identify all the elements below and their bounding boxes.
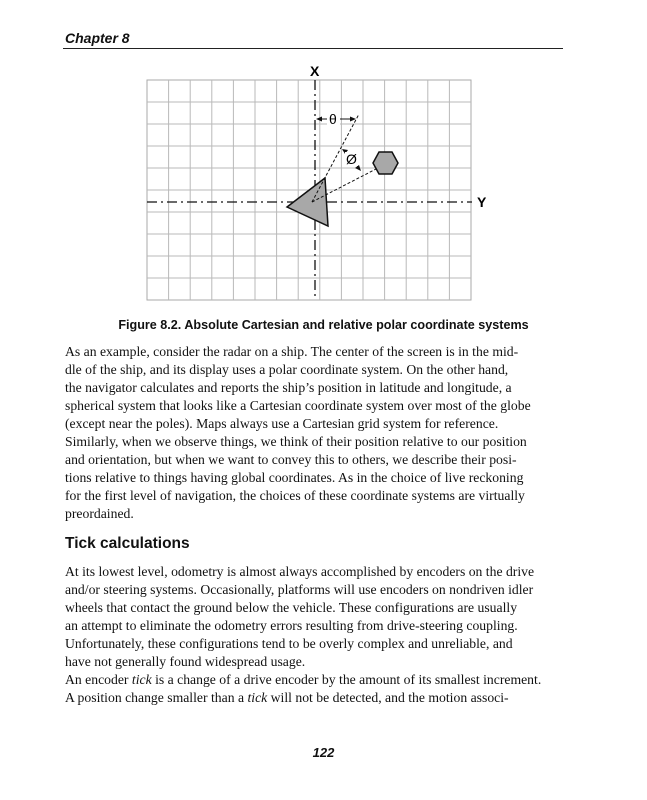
text-line: Similarly, when we observe things, we think of their position relative to our position	[65, 434, 527, 449]
text-line: Unfortunately, these configurations tend to be overly complex and unreliable, and	[65, 636, 513, 652]
theta-label: θ	[329, 111, 337, 127]
paragraph-odometry	[65, 563, 565, 672]
figure-caption: Figure 8.2. Absolute Cartesian and relative polar coordinate systems	[118, 318, 529, 332]
ship-triangle	[287, 178, 328, 226]
text-line: An encoder tick is a change of a drive encoder by the amount of its smallest increment.	[65, 672, 542, 687]
x-axis-label: X	[310, 63, 320, 79]
text-line: As an example, consider the radar on a ship. The center of the screen is in the mid-	[65, 344, 519, 359]
section-heading: Tick calculations	[65, 535, 190, 552]
text-line: At its lowest level, odometry is almost always accomplished by encoders on the drive	[65, 564, 535, 579]
text-line: spherical system that looks like a Cartesian coordinate system over most of the globe	[65, 398, 531, 414]
paragraph-encoder-tick	[65, 671, 565, 707]
text-line: the navigator calculates and reports the ship’s position in latitude and longitude, a	[65, 380, 512, 396]
text-line: wheels that contact the ground below the vehicle. These configurations are usually	[65, 600, 518, 616]
paragraph-observation	[65, 433, 565, 523]
phi-label: Ø	[346, 151, 357, 167]
header-rule	[63, 48, 563, 49]
text-line: A position change smaller than a tick will not be detected, and the motion associ-	[65, 690, 509, 706]
text-line: have not generally found widespread usage.	[65, 654, 306, 670]
text-line: dle of the ship, and its display uses a polar coordinate system. On the other hand,	[65, 362, 509, 378]
paragraph-radar	[65, 343, 565, 433]
text-line: and orientation, but when we want to convey this to others, we describe their posi-	[65, 452, 517, 468]
coordinate-figure	[140, 60, 500, 308]
y-axis-label: Y	[477, 194, 487, 210]
text-line: tions relative to things having global coordinates. As in the choice of live reckoning	[65, 470, 524, 486]
text-line: for the first level of navigation, the choices of these coordinate systems are virtually	[65, 488, 525, 504]
page-number: 122	[312, 745, 335, 760]
text-line: an attempt to eliminate the odometry errors resulting from drive-steering coupling.	[65, 618, 518, 634]
text-line: preordained.	[65, 506, 134, 522]
chapter-header: Chapter 8	[65, 30, 130, 46]
text-line: and/or steering systems. Occasionally, platforms will use encoders on nondriven idler	[65, 582, 534, 598]
text-line: (except near the poles). Maps always use a Cartesian grid system for reference.	[65, 416, 499, 432]
target-hexagon	[373, 152, 398, 174]
